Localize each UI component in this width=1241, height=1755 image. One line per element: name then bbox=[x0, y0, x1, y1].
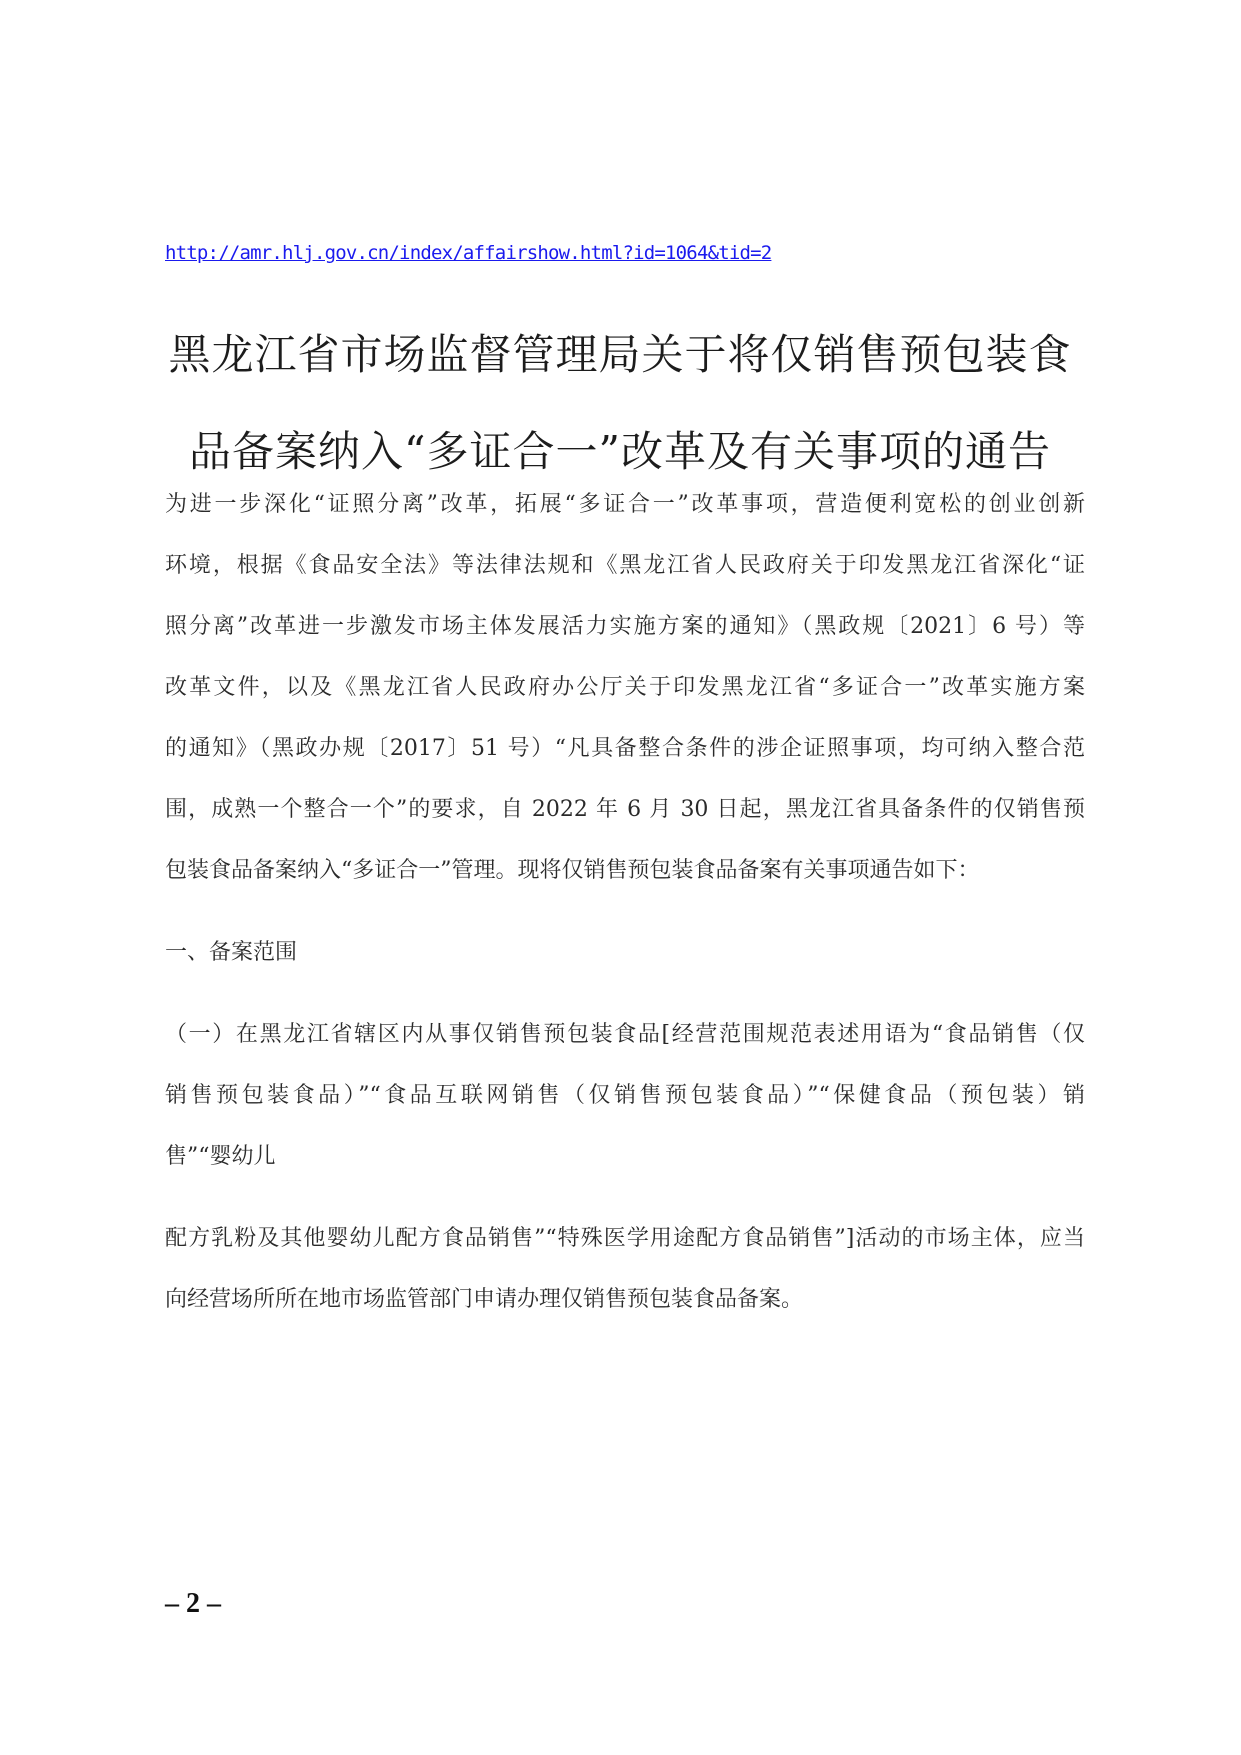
notice-title-line-1: 黑龙江省市场监督管理局关于将仅销售预包装食 bbox=[168, 330, 1072, 379]
intro-paragraph-line: 围，成熟一个整合一个”的要求，自 2022 年 6 月 30 日起，黑龙江省具备条件的仅销售预 bbox=[165, 797, 1085, 822]
intro-paragraph-line: 包装食品备案纳入“多证合一”管理。现将仅销售预包装食品备案有关事项通告如下： bbox=[165, 858, 980, 883]
clause-paragraph-line: 销售预包装食品）”“食品互联网销售（仅销售预包装食品）”“保健食品（预包装）销 bbox=[165, 1083, 1085, 1108]
continuation-paragraph-line: 配方乳粉及其他婴幼儿配方食品销售”“特殊医学用途配方食品销售”]活动的市场主体，应当 bbox=[165, 1226, 1085, 1251]
intro-paragraph-line: 的通知》（黑政办规〔2017〕51 号）“凡具备整合条件的涉企证照事项，均可纳入整合范 bbox=[165, 736, 1085, 761]
intro-paragraph-line: 为进一步深化“证照分离”改革，拓展“多证合一”改革事项，营造便利宽松的创业创新 bbox=[165, 492, 1085, 517]
clause-paragraph-line: （一）在黑龙江省辖区内从事仅销售预包装食品[经营范围规范表述用语为“食品销售（仅 bbox=[165, 1022, 1085, 1047]
source-url-link[interactable]: http://amr.hlj.gov.cn/index/affairshow.html?id=1064&tid=2 bbox=[165, 242, 772, 264]
continuation-paragraph-line: 向经营场所所在地市场监管部门申请办理仅销售预包装食品备案。 bbox=[165, 1287, 804, 1312]
intro-paragraph-line: 照分离”改革进一步激发市场主体发展活力实施方案的通知》（黑政规〔2021〕6 号）等 bbox=[165, 614, 1085, 639]
page-number: – 2 – bbox=[165, 1588, 221, 1619]
intro-paragraph-line: 环境，根据《食品安全法》等法律法规和《黑龙江省人民政府关于印发黑龙江省深化“证 bbox=[165, 553, 1085, 578]
intro-paragraph-line: 改革文件，以及《黑龙江省人民政府办公厅关于印发黑龙江省“多证合一”改革实施方案 bbox=[165, 675, 1085, 700]
notice-title-line-2: 品备案纳入“多证合一”改革及有关事项的通告 bbox=[189, 427, 1051, 476]
section-heading: 一、备案范围 bbox=[165, 940, 298, 965]
clause-paragraph-line: 售”“婴幼儿 bbox=[165, 1144, 276, 1169]
